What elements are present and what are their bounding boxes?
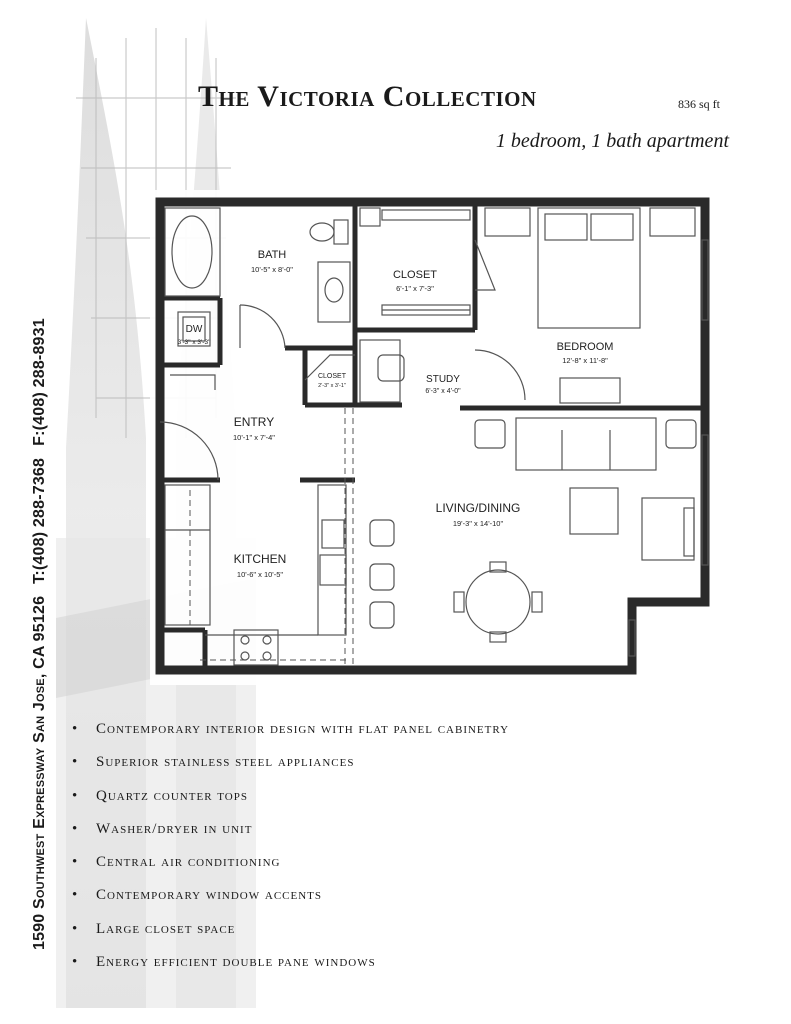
bath-dims: 10'-5" x 8'-0" [251, 265, 293, 274]
bullet-icon: • [72, 721, 79, 737]
kitchen-dims: 10'-6" x 10'-5" [236, 570, 284, 579]
study-label: STUDY [426, 374, 460, 385]
floor-plan [150, 190, 720, 685]
bath-label: BATH [257, 249, 287, 261]
bedroom-label: BEDROOM [556, 341, 614, 353]
unit-type: 1 bedroom, 1 bath apartment [495, 130, 729, 152]
bullet-icon: • [72, 820, 79, 837]
list-item: • Washer/dryer in unit [72, 816, 509, 849]
kitchen-label: KITCHEN [233, 552, 287, 566]
bullet-icon: • [72, 787, 79, 804]
list-item: • Large closet space [72, 916, 509, 949]
page-title: The Victoria Collection [198, 80, 537, 113]
list-item: • Superior stainless steel appliances [72, 749, 509, 782]
bullet-icon: • [72, 920, 79, 937]
feature-list [72, 716, 509, 982]
bullet-icon: • [72, 754, 79, 771]
closet-main-label: CLOSET [392, 269, 438, 281]
dw-label: DW [185, 324, 203, 335]
living-label: LIVING/DINING [435, 501, 521, 515]
phone-text: T:(408) 288-7368 [31, 457, 48, 584]
list-item: • Energy efficient double pane windows [72, 949, 509, 982]
closet-small-dims: 2'-3" x 3'-1" [318, 383, 346, 389]
list-item: • Central air conditioning [72, 849, 509, 882]
contact-sidebar [20, 100, 60, 950]
study-dims: 6'-3" x 4'-0" [425, 388, 461, 395]
entry-dims: 10'-1" x 7'-4" [233, 433, 275, 442]
square-footage: 836 sq ft [678, 97, 720, 111]
list-item: • Contemporary window accents [72, 882, 509, 915]
list-item: • Contemporary interior design with flat panel cabinetry [72, 716, 509, 749]
entry-label: ENTRY [233, 415, 275, 429]
fax-text: F:(408) 288-8931 [31, 318, 48, 446]
bullet-icon: • [72, 954, 79, 971]
closet-main-dims: 6'-1" x 7'-3" [396, 284, 434, 293]
dw-dims: 3'-3" x 3'-3" [177, 339, 211, 346]
bedroom-dims: 12'-8" x 11'-8" [562, 356, 608, 365]
address-text: 1590 Southwest Expressway San Jose, CA 95126 [31, 595, 48, 950]
closet-small-label: CLOSET [317, 373, 347, 380]
list-item: • Quartz counter tops [72, 783, 509, 816]
living-dims: 19'-3" x 14'-10" [452, 519, 504, 528]
bullet-icon: • [72, 854, 79, 871]
bullet-icon: • [72, 887, 79, 904]
